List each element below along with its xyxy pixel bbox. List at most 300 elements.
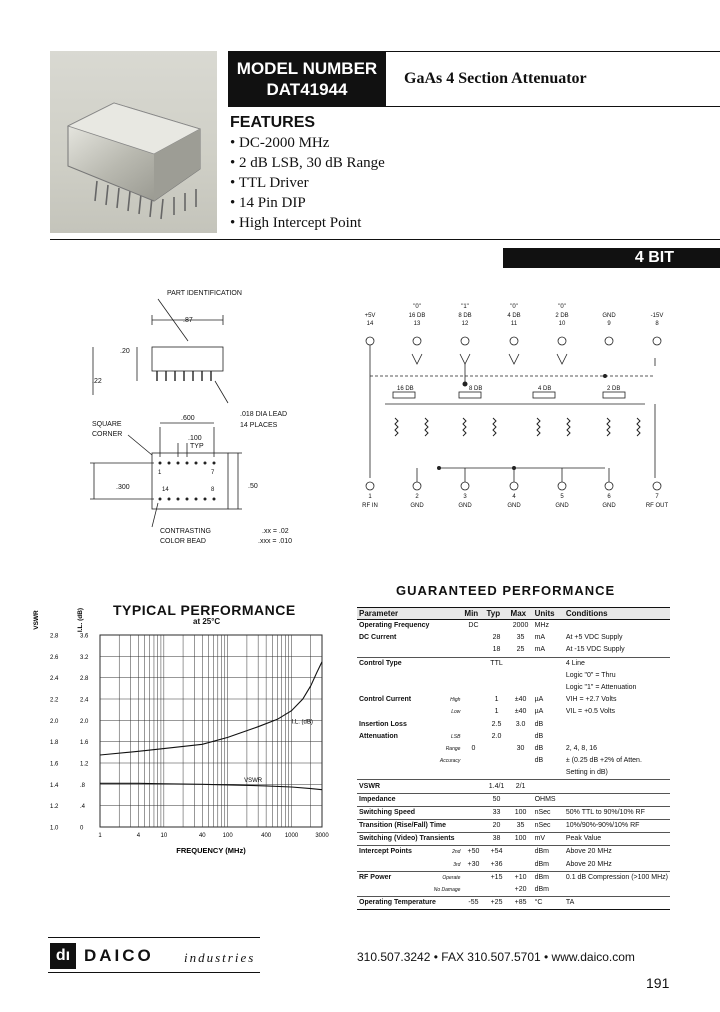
pin-num-6: 6 [607,494,611,500]
cell-max: +10 [509,871,533,884]
company-industries: industries [184,950,256,965]
pin-num-5: 5 [560,494,564,500]
cell-param [357,806,462,819]
pin-14-label: 14 [162,487,169,493]
param-qualifier: High [450,697,461,704]
performance-chart [30,590,340,865]
x-tick-label: 1000 [284,833,299,839]
vswr-tick-label: 2.8 [50,633,59,640]
cell-conditions: ± (0.25 dB +2% of Atten. [565,757,642,765]
typ-label: TYP [190,443,204,450]
feature-item: • 14 Pin DIP [230,195,306,211]
param-qualifier: Low [451,709,461,716]
table-row [357,644,670,657]
cell-max: 35 [516,634,525,642]
cell-max: 100 [509,833,533,846]
col-header-typ: Typ [485,608,509,620]
cell-max: +20 [514,886,527,894]
product-photo [50,51,217,233]
pin-8-label: 8 [211,487,215,493]
pin-num-12: 12 [461,321,469,327]
table-row [357,657,670,670]
x-tick-label: 10 [160,833,168,839]
cell-param [357,884,462,897]
cell-typ: 1 [494,708,499,716]
param-name: Attenuation [359,732,398,740]
cell-param [357,793,462,806]
cell-min [462,755,484,767]
pin-func-3: GND [458,503,472,509]
cell-param [357,719,462,731]
cell-typ: +36 [490,860,503,868]
chart-subtitle: at 25°C [193,617,221,626]
vswr-tick-label: 1.6 [50,761,59,768]
param-name: Operating Temperature [359,899,436,907]
dim-height: .20 [120,348,130,355]
cell-min [462,682,484,694]
il-tick-label: 2.4 [80,697,89,704]
cell-param [357,670,462,682]
cell-param [357,767,462,780]
pin-num-2: 2 [415,494,419,500]
x-tick-label: 400 [261,833,272,839]
cell-typ: +25 [485,897,509,910]
cell-conditions [564,780,670,793]
feature-item: • High Intercept Point [230,215,362,231]
cell-max: 2/1 [509,780,533,793]
cell-param [357,644,462,657]
dim-row-spacing: .600 [181,415,195,422]
table-row [357,871,670,884]
cell-typ [485,682,509,694]
table-row [357,694,670,706]
cell-max: 2000 [509,620,533,633]
pin-logic-11: "0" [510,304,518,310]
pin-func-6: GND [602,503,616,509]
pin-func-10: 2 DB [555,313,569,319]
col-header-max: Max [509,608,533,620]
il-tick-label: 2.8 [80,676,89,683]
cell-units: dB [534,757,544,765]
cell-conditions: 0.1 dB Compression (>100 MHz) [564,871,670,884]
cell-max [509,793,533,806]
cell-typ: 50 [485,793,509,806]
logo-bottom-rule [48,972,260,973]
cell-conditions [564,731,670,743]
table-row [357,682,670,694]
corner-label: CORNER [92,431,123,438]
cell-min: -55 [462,897,484,910]
cell-typ: TTL [485,657,509,670]
model-number: DAT41944 [266,80,348,99]
cell-min: +50 [462,846,484,859]
vswr-tick-label: 1.8 [50,740,59,747]
pin-func-2: GND [410,503,424,509]
cell-conditions: TA [564,897,670,910]
cell-conditions: VIL = +0.5 Volts [565,708,616,716]
pin-logic-10: "0" [558,304,566,310]
il-tick-label: 0 [80,825,84,832]
pin-logic-13: "0" [413,304,421,310]
cell-max: ±40 [514,708,527,716]
cell-min [462,871,484,884]
pin-num-7: 7 [655,494,659,500]
cell-conditions: 50% TTL to 90%/10% RF [564,806,670,819]
cell-conditions: 10%/90%-90%/10% RF [564,820,670,833]
cell-max: 25 [516,646,525,654]
table-row [357,806,670,819]
cell-units [533,682,564,694]
header-divider [50,239,720,240]
table-row [357,897,670,910]
color-bead-label: COLOR BEAD [160,538,206,545]
cell-units: mA [534,646,546,654]
pin-func-9: GND [602,313,616,319]
param-qualifier: Accuracy [439,758,461,765]
guaranteed-performance-table [357,607,670,910]
cell-units: dBm [534,886,549,894]
il-tick-label: 1.6 [80,740,89,747]
cell-typ: 1.4/1 [485,780,509,793]
param-qualifier: Operate [442,874,461,881]
feature-item: • TTL Driver [230,175,309,191]
cell-typ [485,755,509,767]
param-name: VSWR [359,782,380,790]
tolerance-2-place: .xx = .02 [262,528,289,535]
cell-min [462,706,484,718]
table-row [357,793,670,806]
chart-title: TYPICAL PERFORMANCE [113,602,296,618]
pin-num-9: 9 [607,321,611,327]
dim-lead-length: .22 [92,378,102,385]
pin-num-4: 4 [512,494,516,500]
cell-max: 3.0 [515,720,526,728]
cell-conditions: 4 Line [564,657,670,670]
param-qualifier: 2nd [452,849,461,856]
x-tick-label: 4 [136,833,141,839]
il-axis-label: I.L. (dB) [77,607,84,633]
contrasting-label: CONTRASTING [160,528,211,535]
col-header-units: Units [533,608,564,620]
cell-units: dBm [534,860,549,868]
cell-max [509,731,533,743]
table-row [357,755,670,767]
x-tick-label: 1 [98,833,102,839]
cell-conditions [564,793,670,806]
param-name: Operating Frequency [359,622,430,630]
cell-typ: 1 [494,696,499,704]
pin-num-10: 10 [558,321,566,327]
tolerance-3-place: .xxx = .010 [258,538,293,545]
part-identification-label: PART IDENTIFICATION [167,290,242,297]
cell-typ [485,620,509,633]
table-row [357,780,670,793]
cell-conditions: At +5 VDC Supply [565,634,623,642]
pin-func-11: 4 DB [507,313,521,319]
pin-func-8: -15V [650,313,664,319]
cell-param [357,897,462,910]
il-series-label: I.L. (dB) [291,719,313,726]
cell-min [462,694,484,706]
cell-units: °C [533,897,564,910]
guaranteed-performance-title: GUARANTEED PERFORMANCE [396,583,616,598]
cell-typ: +54 [485,846,509,859]
table-row [357,731,670,743]
cell-max [509,767,533,780]
square-label: SQUARE [92,421,122,428]
schematic-graphic [355,296,675,516]
table-row [357,833,670,846]
pin-func-1: RF IN [362,503,378,509]
cell-max [509,657,533,670]
bit-count-label: 4 BIT [634,249,674,266]
cell-typ [485,884,509,897]
logo-top-rule [48,937,260,938]
cell-param [357,859,462,872]
cell-units [533,657,564,670]
vswr-tick-label: 2.4 [50,676,59,683]
pin-num-3: 3 [463,494,467,500]
feature-item: • DC-2000 MHz [230,135,330,151]
cell-param [357,694,462,706]
cell-units: OHMS [533,793,564,806]
vswr-tick-label: 2.6 [50,654,59,661]
cell-param [357,743,462,755]
il-tick-label: 3.6 [80,633,89,640]
vswr-tick-label: 1.2 [50,804,59,811]
table-row [357,620,670,633]
cell-conditions: Above 20 MHz [565,860,612,868]
table-row [357,632,670,644]
param-name: Intercept Points [359,848,412,856]
cell-conditions: 2, 4, 8, 16 [565,744,597,752]
stage-2db: 2 DB [607,386,621,392]
cell-max [509,755,533,767]
cell-units: dB [534,720,544,728]
cell-max: 100 [509,806,533,819]
cell-units: MHz [533,620,564,633]
cell-param [357,731,462,743]
param-name: Switching (Video) Transients [359,835,455,843]
lead-diameter-label: .018 DIA LEAD [240,411,288,418]
cell-param [357,657,462,670]
param-qualifier: Range [445,745,461,752]
cell-units: mA [534,634,546,642]
cell-param [357,846,462,859]
param-qualifier: LSB [450,733,461,740]
cell-typ: +15 [485,871,509,884]
stage-4db: 4 DB [538,386,552,392]
param-name: Control Current [359,696,412,704]
pin-func-13: 16 DB [408,313,426,319]
dim-length: .87 [183,317,193,324]
cell-conditions: Logic "1" = Attenuation [565,684,637,692]
cell-conditions: Peak Value [564,833,670,846]
cell-units: dB [534,732,544,740]
feature-item: • 2 dB LSB, 30 dB Range [230,155,385,171]
cell-units: dB [534,744,544,752]
cell-conditions [564,719,670,731]
product-title-box [386,51,720,107]
param-qualifier: No Damage [433,887,461,894]
lead-count-label: 14 PLACES [240,422,278,429]
pin-func-14: +5V [364,313,376,319]
cell-typ: 38 [485,833,509,846]
cell-min [462,884,484,897]
table-row [357,846,670,859]
cell-param [357,871,462,884]
cell-conditions: Setting in dB) [565,769,608,777]
cell-param [357,620,462,633]
cell-min: 0 [471,744,476,752]
stage-8db: 8 DB [469,386,483,392]
cell-max [509,846,533,859]
pin-func-5: GND [555,503,569,509]
cell-typ [485,743,509,755]
bit-count-banner [503,248,720,268]
contact-info: 310.507.3242 • FAX 310.507.5701 • www.daico.com [357,950,635,964]
cell-max: 30 [516,744,525,752]
cell-typ: 20 [485,820,509,833]
pin-func-7: RF OUT [645,503,669,509]
cell-typ: 33 [485,806,509,819]
package-outline-drawing [80,285,330,555]
col-header-parameter: Parameter [357,608,462,620]
param-name: DC Current [359,634,397,642]
cell-min [462,657,484,670]
table-row [357,859,670,872]
pin-func-4: GND [507,503,521,509]
col-header-conditions: Conditions [564,608,670,620]
table-row [357,719,670,731]
vswr-tick-label: 2.0 [50,718,59,725]
cell-units: dBm [533,871,564,884]
x-axis-label: FREQUENCY (MHz) [176,846,246,855]
model-number-label: MODEL NUMBER [236,59,378,78]
daico-logo-mark: dı [50,943,76,969]
table-row [357,670,670,682]
cell-param [357,833,462,846]
cell-min [462,670,484,682]
cell-typ: 2.5 [491,720,502,728]
cell-min [462,767,484,780]
param-name: Switching Speed [359,808,416,816]
il-tick-label: .4 [80,804,86,811]
performance-chart-plot [30,590,340,865]
cell-units: mV [533,833,564,846]
cell-conditions [564,884,670,897]
param-name: RF Power [359,873,392,881]
cell-min [462,644,484,657]
features-heading: FEATURES [230,114,316,131]
dim-pin-pitch: .100 [188,435,202,442]
pin-num-14: 14 [366,321,374,327]
cell-conditions: Logic "0" = Thru [565,671,616,679]
cell-typ: 28 [492,634,501,642]
cell-conditions: Above 20 MHz [564,846,670,859]
param-name: Impedance [359,795,396,803]
x-tick-label: 100 [222,833,233,839]
vswr-tick-label: 1.0 [50,825,59,832]
param-name: Transition (Rise/Fall) Time [359,822,447,830]
cell-max: ±40 [514,696,527,704]
cell-param [357,780,462,793]
cell-min [462,731,484,743]
product-title: GaAs 4 Section Attenuator [404,70,587,87]
cell-min [462,806,484,819]
pin-num-13: 13 [413,321,421,327]
cell-units: nSec [533,806,564,819]
cell-units [533,780,564,793]
cell-min [462,793,484,806]
package-outline-graphic [80,285,330,555]
cell-param [357,682,462,694]
cell-units: nSec [533,820,564,833]
col-header-min: Min [462,608,484,620]
param-name: Insertion Loss [359,720,407,728]
cell-min [462,632,484,644]
cell-conditions: At -15 VDC Supply [565,646,625,654]
table-row [357,706,670,718]
dim-width: .300 [116,484,130,491]
cell-conditions: VIH = +2.7 Volts [565,696,617,704]
cell-conditions [564,620,670,633]
vswr-tick-label: 1.4 [50,782,59,789]
x-tick-label: 3000 [315,833,329,839]
pin-num-8: 8 [655,321,659,327]
pin-logic-12: "1" [461,304,469,310]
device-photo-graphic [50,51,217,233]
il-tick-label: 2.0 [80,718,89,725]
cell-min [462,780,484,793]
cell-param [357,755,462,767]
table-row [357,820,670,833]
dim-body-width: .50 [248,483,258,490]
cell-units: dBm [533,846,564,859]
cell-max: 35 [509,820,533,833]
cell-max [509,682,533,694]
x-tick-label: 40 [198,833,206,839]
cell-param [357,820,462,833]
cell-min: DC [462,620,484,633]
cell-min: +30 [467,860,480,868]
table-header-row [357,608,670,620]
model-number-box [228,51,386,107]
cell-units: µA [534,696,544,704]
table-row [357,767,670,780]
vswr-series-label: VSWR [244,777,263,784]
il-tick-label: .8 [80,782,86,789]
cell-typ: 2.0 [491,732,502,740]
vswr-tick-label: 2.2 [50,697,59,704]
cell-units [533,767,564,780]
cell-max: +85 [509,897,533,910]
param-qualifier: 3rd [453,861,461,868]
cell-param [357,706,462,718]
cell-units: µA [534,708,544,716]
pin-num-1: 1 [368,494,372,500]
cell-typ: 18 [492,646,501,654]
page-number: 191 [646,975,670,991]
cell-typ [485,670,509,682]
pin-7-label: 7 [211,470,215,476]
table-row [357,884,670,897]
cell-units [533,670,564,682]
stage-16db: 16 DB [397,386,414,392]
cell-param [357,632,462,644]
cell-typ [485,767,509,780]
pin-1-label: 1 [158,470,162,476]
